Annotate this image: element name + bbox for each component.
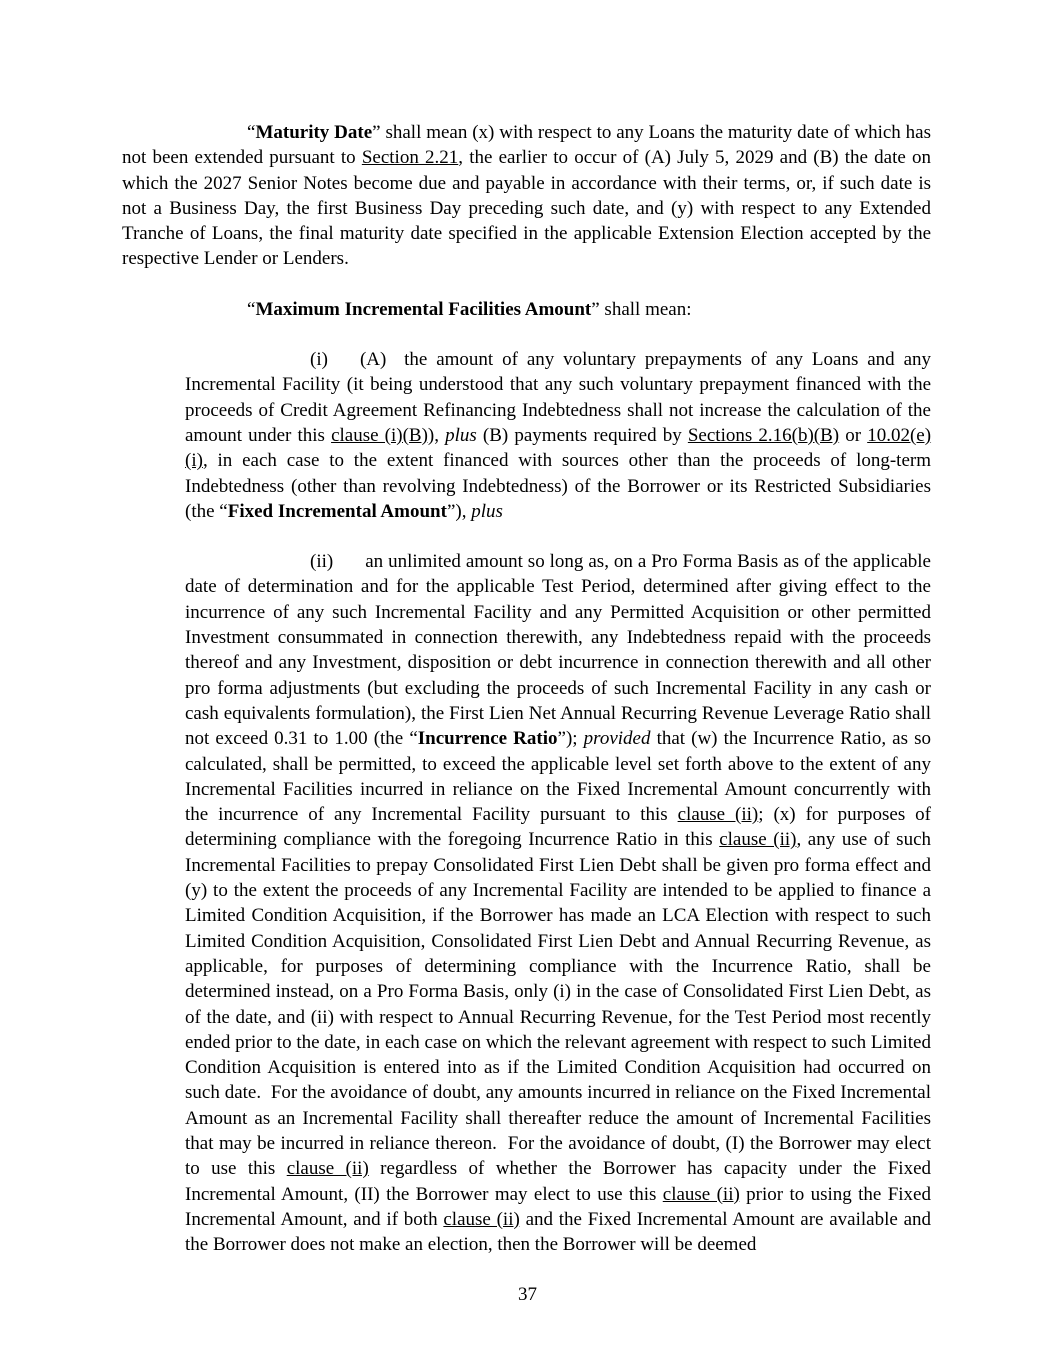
section-ref-2-21: Section 2.21 [361, 147, 459, 169]
defined-term-fixed-incremental-amount: Fixed Incremental Amount [227, 500, 447, 522]
text-run: prior to using the Fixed Incremental Amount, and if both [185, 1183, 931, 1230]
clause-ii-label: (ii) [310, 551, 334, 573]
text-run: (B) payments required by [476, 424, 688, 446]
defined-term-maximum-incremental-facilities-amount: Maximum Incremental Facilities Amount [255, 298, 592, 320]
clause-i-label: (i) [310, 349, 328, 371]
clause-ii [185, 549, 931, 1257]
clause-ref-i-b: clause (i)(B) [331, 424, 428, 446]
text-run: ” shall mean: [591, 298, 692, 320]
text-run: ”); [557, 728, 584, 750]
text-run: ; (x) for purposes of determining compliance with the foregoing Incurrence Ratio in this [185, 804, 932, 851]
defined-term-maturity-date: Maturity Date [255, 122, 373, 143]
text-run: , any use of such Incremental Facilities to prepay Consolidated First Lien Debt shall be given pro forma effect and (y) to the extent the proceeds of any Incremental Facility are intended to be applied to finance a Limited Condition Acquisition, if the Borrower has made an LCA Election with respect to such Limited Condition Acquisition, Consolidated First Lien Debt and Annual Recurring Revenue, as applicable, for purposes of determining compliance with the Incurrence Ratio, shall be determined instead, on a Pro Forma Basis, only (i) in the case of Consolidated First Lien Debt, as of the date, and (ii) with respect to Annual Recurring Revenue, for the Test Period most recently ended prior to the date, in each case on which the relevant agreement with respect to such Limited Condition Acquisition is entered into as if the Limited Condition Acquisition had occurred on such date. For the avoidance of doubt, any amounts incurred in reliance on the Fixed Incremental Amount as an Incremental Facility shall thereafter reduce the amount of Incremental Facilities that may be incurred in reliance thereon. For the avoidance of doubt, (I) the Borrower may elect to use this [185, 829, 932, 1180]
text-run: regardless of whether the Borrower has capacity under the Fixed Incremental Amount, (II) the Borrower may elect to use this [185, 1158, 932, 1205]
text-run: an unlimited amount so long as, on a Pro Forma Basis as of the applicable date of determination and for the applicable Test Period, determined after giving effect to the incurrence of any such Incremental Facility and any Permitted Acquisition or other permitted Investment consummated in connection therewith, any Indebtedness repaid with the proceeds thereof and any Investment, disposition or debt incurrence in connection therewith and all other pro forma adjustments (but excluding the proceeds of such Incremental Facility in any cash or cash equivalents formulation), the First Lien Net Annual Recurring Revenue Leverage Ratio shall not exceed 0.31 to 1.00 (the “ [185, 551, 931, 750]
maximum-incremental-facilities-amount-definition [122, 297, 931, 322]
text-run: provided [583, 728, 651, 750]
text-run: and the Fixed Incremental Amount are available and the Borrower does not make an election, then the Borrower will be deemed [185, 1208, 932, 1256]
text-run: (A) the amount of any voluntary prepayments of any Loans and any Incremental Facility (it being understood that any such voluntary prepayment financed with the proceeds of Credit Agreement Refinancing Indebtedness shall not increase the calculation of the amount under this [185, 349, 931, 446]
page-number: 37 [518, 1283, 537, 1305]
text-run: “ [247, 122, 256, 143]
text-run: , in each case to the extent financed with sources other than the proceeds of long-term Indebtedness (other than revolving Indebtedness) of the Borrower or its Restricted Subsidiaries (the “ [185, 450, 931, 522]
clause-ref-ii-1: clause (ii) [677, 804, 759, 826]
document-body [122, 120, 931, 1257]
clause-ref-ii-3: clause (ii) [286, 1158, 369, 1180]
defined-term-incurrence-ratio: Incurrence Ratio [417, 728, 558, 750]
clause-ref-ii-2: clause (ii) [719, 829, 797, 851]
text-run: ), [427, 424, 446, 446]
text-run: ”), [446, 500, 472, 522]
text-run: plus [445, 424, 477, 446]
text-run: plus [471, 500, 503, 522]
clause-ref-ii-4: clause (ii) [662, 1183, 740, 1205]
text-run: ” shall mean (x) with respect to any Loans the maturity date of which has not been extended pursuant to [122, 122, 931, 169]
section-ref-2-16-b-b: Sections 2.16(b)(B) [687, 424, 840, 446]
text-run: “ [247, 298, 256, 320]
text-run: that (w) the Incurrence Ratio, as so calculated, shall be permitted, to exceed the applicable level set forth above to the extent of any Incremental Facilities incurred in reliance on the Fixed Incremental Amount concurrently with the incurrence of any Incremental Facility pursuant to this [185, 728, 931, 826]
clause-i [185, 347, 931, 524]
section-ref-10-02-e-i: 10.02(e)(i) [185, 424, 932, 472]
text-run: or [839, 424, 868, 446]
clause-ref-ii-5: clause (ii) [443, 1208, 520, 1230]
maturity-date-definition [122, 120, 931, 272]
text-run: , the earlier to occur of (A) July 5, 2029 and (B) the date on which the 2027 Senior Notes become due and payable in accordance with their terms, or, if such date is not a Business Day, the first Business Day preceding such date, and (y) with respect to any Extended Tranche of Loans, the final maturity date specified in the applicable Extension Election accepted by the respective Lender or Lenders. [122, 147, 931, 270]
